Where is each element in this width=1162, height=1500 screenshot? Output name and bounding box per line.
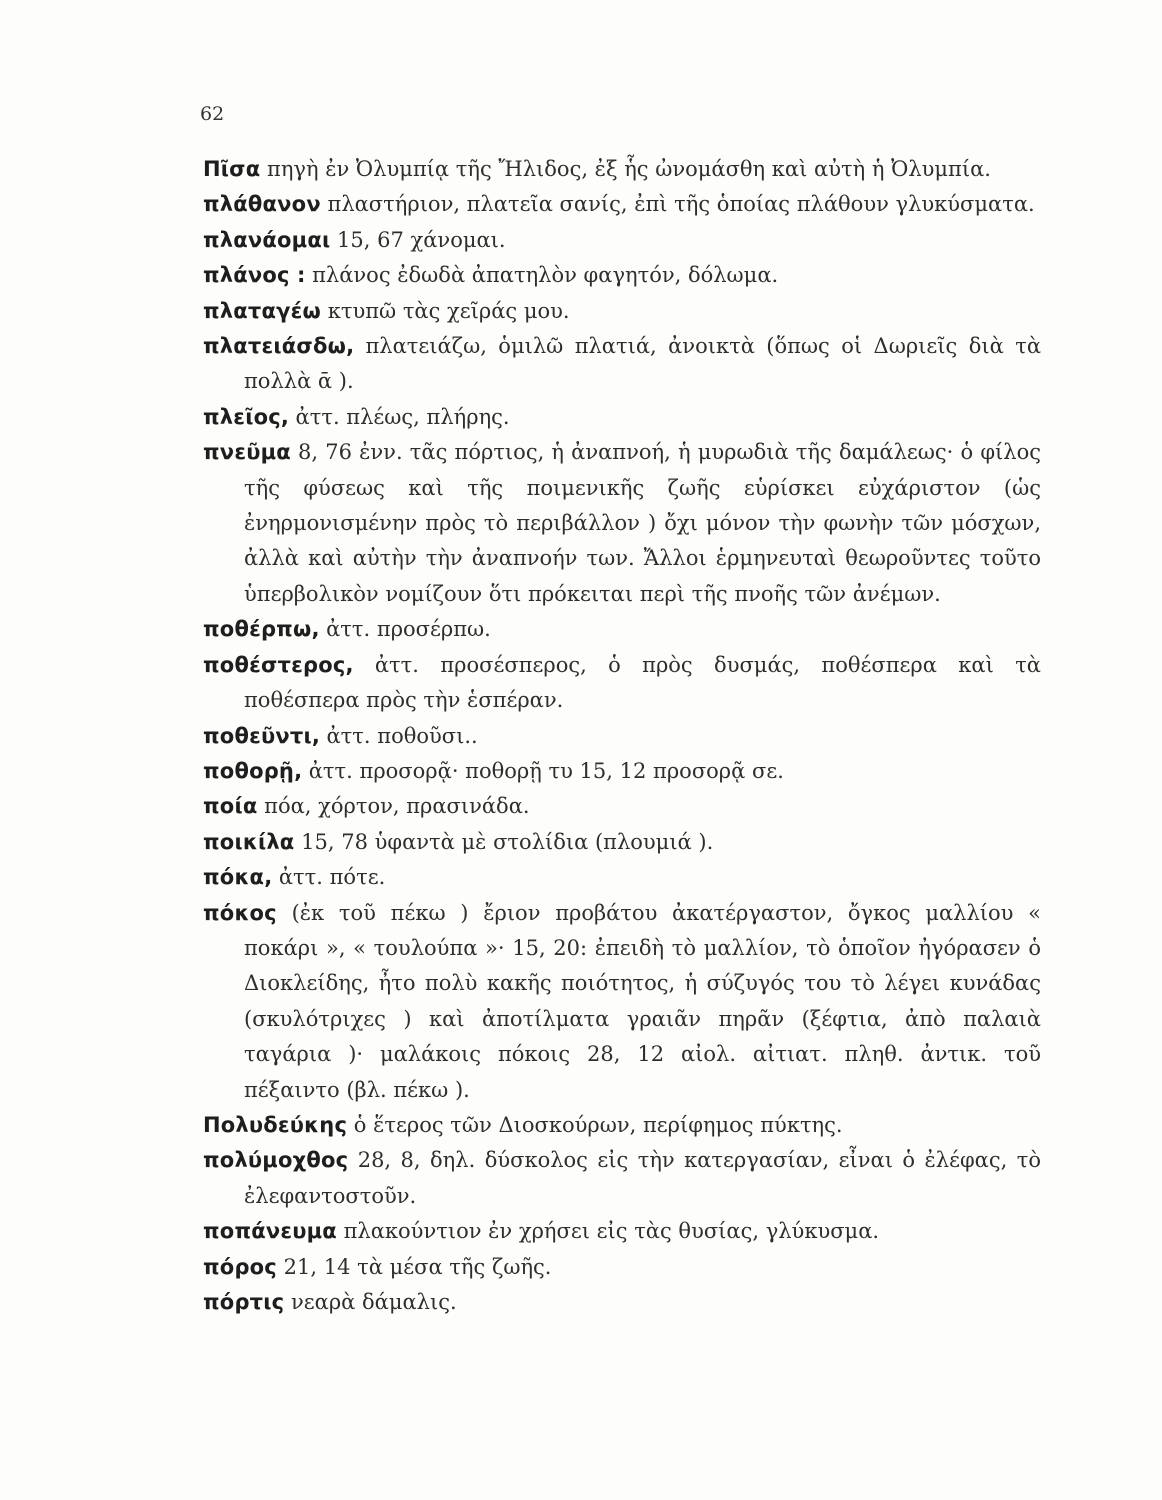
entry-separator: , xyxy=(294,758,303,783)
glossary-entry xyxy=(203,294,1041,329)
entry-headword: ποθέστερος xyxy=(203,652,346,677)
entry-definition: 15, 67 χάνομαι. xyxy=(337,227,506,252)
entry-headword: πόκα xyxy=(203,865,265,890)
glossary-entry xyxy=(203,1143,1041,1214)
glossary-entry xyxy=(203,612,1041,647)
glossary-entry xyxy=(203,825,1041,860)
glossary-entry xyxy=(203,860,1041,895)
glossary-entry xyxy=(203,152,1041,187)
entry-headword: πλανάομαι xyxy=(203,227,331,252)
entry-definition: 28, 8, δηλ. δύσκολος εἰς τὴν κατεργασίαν, εἶναι ὁ ἐλέφας, τὸ ἐλεφαντοστοῦν. xyxy=(244,1148,1041,1208)
entry-definition: ἀττ. προσέσπερος, ὁ πρὸς δυσμάς, ποθέσπερα καὶ τὰ ποθέσπερα πρὸς τὴν ἑσπέραν. xyxy=(244,652,1041,713)
entry-definition: 8, 76 ἐνν. τᾶς πόρτιος, ἡ ἀναπνοή, ἡ μυρωδιὰ τῆς δαμάλεως· ὁ φίλος τῆς φύσεως καὶ τῆς ποιμενικῆς ζωῆς εὑρίσκει εὐχάριστον (ὡς ἐνηρμονισμένην πρὸς τὸ περιβάλλον ) ὄχι μόνον τὴν φωνὴν τῶν μόσχων, ἀλλὰ καὶ αὐτὴν τὴν ἀναπνοήν των. Ἄλλοι ἑρμηνευταὶ θεωροῦντες τοῦτο ὑπερβολικὸν νομίζουν ὅτι πρόκειται περὶ τῆς πνοῆς τῶν ἀνέμων. xyxy=(244,440,1041,606)
entry-headword: πλαταγέω xyxy=(203,298,322,323)
glossary-entry xyxy=(203,258,1041,293)
entry-separator: : xyxy=(289,263,306,288)
entry-headword: ποία xyxy=(203,794,258,819)
glossary-entry xyxy=(203,1250,1041,1285)
glossary-entry xyxy=(203,435,1041,612)
entry-headword: Πῖσα xyxy=(203,157,261,181)
entry-headword: ποθέρπω xyxy=(203,617,312,642)
glossary-entry xyxy=(203,1285,1041,1320)
entry-separator: , xyxy=(346,334,355,359)
glossary-entry xyxy=(203,719,1041,754)
glossary-entry xyxy=(203,648,1041,719)
glossary-entry xyxy=(203,754,1041,789)
entry-definition: (ἐκ τοῦ πέκω ) ἔριον προβάτου ἀκατέργαστον, ὄγκος μαλλίου « ποκάρι », « τουλούπα »· 15, 20: ἐπειδὴ τὸ μαλλίον, τὸ ὁποῖον ἠγόρασεν ὁ Διοκλείδης, ἦτο πολὺ κακῆς ποιότητος, ἡ σύζυγός του τὸ λέγει κυνάδας (σκυλότριχες ) καὶ ἀποτίλματα γραιᾶν πηρᾶν (ξέφτια, ἀπὸ παλαιὰ ταγάρια )· μαλάκοις πόκοις 28, 12 αἰολ. αἰτιατ. πληθ. ἀντικ. τοῦ πέξαιντο (βλ. πέκω ). xyxy=(244,900,1041,1102)
entry-definition: πλακούντιον ἐν χρήσει εἰς τὰς θυσίας, γλύκυσμα. xyxy=(343,1219,880,1244)
entry-separator: , xyxy=(311,723,320,748)
page-number: 62 xyxy=(200,103,225,125)
entry-definition: ἀττ. πότε. xyxy=(278,865,386,890)
entry-definition: πλάνος ἐδωδὰ ἀπατηλὸν φαγητόν, δόλωμα. xyxy=(312,263,779,288)
entry-headword: πόρτις xyxy=(203,1290,285,1314)
entry-headword: πνεῦμα xyxy=(203,440,291,465)
entry-definition: ἀττ. προσορᾷ· ποθορῇ τυ 15, 12 προσορᾷ σε. xyxy=(308,758,784,783)
entry-definition: 21, 14 τὰ μέσα τῆς ζωῆς. xyxy=(283,1254,552,1279)
entry-headword: πόρος xyxy=(203,1254,277,1279)
glossary-entry xyxy=(203,1108,1041,1143)
entry-definition: πλαστήριον, πλατεῖα σανίς, ἐπὶ τῆς ὁποίας πλάθουν γλυκύσματα. xyxy=(327,192,1035,217)
glossary-entries xyxy=(203,152,1041,1320)
entry-definition: πηγὴ ἐν Ὀλυμπίᾳ τῆς Ἤλιδος, ἐξ ἧς ὠνομάσθη καὶ αὐτὴ ἡ Ὀλυμπία. xyxy=(267,157,991,181)
entry-headword: ποπάνευμα xyxy=(203,1219,337,1244)
glossary-entry xyxy=(203,789,1041,824)
entry-headword: ποθεῦντι xyxy=(203,723,312,748)
entry-definition: πόα, χόρτον, πρασινάδα. xyxy=(264,794,530,819)
entry-separator: , xyxy=(264,865,273,890)
glossary-entry xyxy=(203,1214,1041,1249)
entry-separator: , xyxy=(280,404,289,429)
entry-definition: ἀττ. προσέρπω. xyxy=(326,617,491,642)
entry-definition: κτυπῶ τὰς χεῖράς μου. xyxy=(327,298,570,323)
entry-separator: , xyxy=(311,617,320,642)
entry-separator: , xyxy=(345,652,354,677)
entry-definition: ἀττ. ποθοῦσι.. xyxy=(326,723,478,748)
entry-headword: Πολυδεύκης xyxy=(203,1112,348,1137)
entry-definition: 15, 78 ὑφαντὰ μὲ στολίδια (πλουμιά ). xyxy=(301,829,714,854)
glossary-entry xyxy=(203,187,1041,222)
entry-headword: πόκος xyxy=(203,900,277,925)
glossary-entry xyxy=(203,896,1041,1108)
entry-headword: πλάθανον xyxy=(203,192,321,217)
entry-headword: ποθορῇ xyxy=(203,758,295,783)
entry-headword: πλάνος xyxy=(203,263,290,288)
entry-headword: πλατειάσδω xyxy=(203,334,347,359)
glossary-entry xyxy=(203,223,1041,258)
glossary-entry xyxy=(203,329,1041,400)
entry-definition: ἀττ. πλέως, πλήρης. xyxy=(295,404,510,429)
entry-definition: ὁ ἕτερος τῶν Διοσκούρων, περίφημος πύκτης. xyxy=(353,1112,843,1137)
entry-definition: νεαρὰ δάμαλις. xyxy=(291,1290,457,1314)
glossary-entry xyxy=(203,400,1041,435)
entry-definition: πλατειάζω, ὁμιλῶ πλατιά, ἀνοικτὰ (ὅπως οἱ Δωριεῖς διὰ τὰ πολλὰ ᾱ ). xyxy=(244,334,1041,394)
entry-headword: πλεῖος xyxy=(203,404,281,429)
entry-headword: ποικίλα xyxy=(203,829,295,854)
entry-headword: πολύμοχθος xyxy=(203,1148,349,1173)
